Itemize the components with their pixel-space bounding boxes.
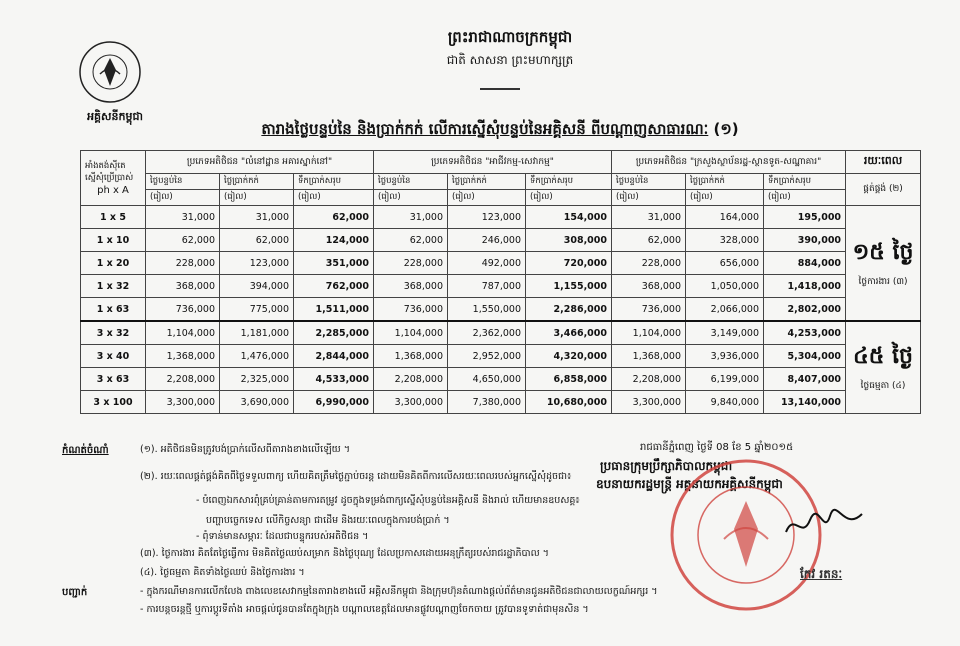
table-cell: 10,680,000 bbox=[526, 391, 612, 414]
remark-2: - ការបន្តចរន្តថ្មី ឬការប្ដូរទីតាំង អាចផ្ដល់ជូនបានតែក្នុងក្រុង បណ្ដាលខេត្តដែលមានផ្លូវបណ្ដាញចែកចាយ ត្រូវបានទូទាត់ជាមុនសិន ។ bbox=[140, 604, 589, 615]
table-cell: 228,000 bbox=[612, 252, 686, 275]
period-days-label: ថ្ងៃការងារ (៣) bbox=[858, 276, 908, 287]
note-2b: បញ្ហាបច្ចេកទេស លើកិច្ចសន្យា ជាដើម និងរយៈពេលក្នុងការបង់ប្រាក់ ។ bbox=[206, 515, 450, 526]
table-cell: 3,149,000 bbox=[686, 321, 764, 345]
sub-header-unit: (រៀល) bbox=[146, 190, 220, 206]
sub-header-unit: (រៀល) bbox=[220, 190, 294, 206]
fee-table-body bbox=[81, 206, 921, 414]
note-2a: - បំពេញឯកសារពុំគ្រប់គ្រាន់តាមការតម្រូវ ដូចក្នុងទម្រង់ពាក្យស្នើសុំបន្ទប់នៃអគ្គិសនី និងរាល់ ហើយមានឧបសគ្គ៖ bbox=[196, 495, 580, 506]
sub-header-unit: (រៀល) bbox=[612, 190, 686, 206]
table-row bbox=[81, 391, 921, 414]
table-cell: 62,000 bbox=[146, 229, 220, 252]
sub-header: ទឹកប្រាក់សរុប bbox=[764, 174, 846, 190]
sub-header-unit: (រៀល) bbox=[448, 190, 526, 206]
table-cell: 762,000 bbox=[294, 275, 374, 298]
table-cell: 2,844,000 bbox=[294, 345, 374, 368]
table-cell: 1,104,000 bbox=[146, 321, 220, 345]
col-ph-header-line1: អាំងតង់ស៊ីតេ bbox=[85, 160, 126, 171]
sub-header: ថ្លៃបន្ទប់នៃ bbox=[374, 174, 448, 190]
date-line: រាជធានីភ្នំពេញ ថ្ងៃទី 08 ខែ 5 ឆ្នាំ២០១៥ bbox=[640, 442, 794, 453]
table-row bbox=[81, 206, 921, 229]
fee-table bbox=[80, 150, 921, 414]
row-ph-value: 1 x 32 bbox=[81, 275, 146, 298]
period-working-days bbox=[846, 206, 921, 322]
table-cell: 4,320,000 bbox=[526, 345, 612, 368]
group-residential: ប្រភេទអតិថិជន "លំនៅដ្ឋាន អគារស្នាក់នៅ" bbox=[146, 151, 374, 174]
row-ph-value: 1 x 5 bbox=[81, 206, 146, 229]
table-cell: 2,325,000 bbox=[220, 368, 294, 391]
period-calendar-days bbox=[846, 321, 921, 414]
note-3: (៣). ថ្ងៃការងារ គិតតែថ្ងៃធ្វើការ មិនគិតថ្ងៃឈប់សម្រាក និងថ្ងៃបុណ្យ ដែលប្រកាសដោយអនុក្រឹត្យរបស់រាជរដ្ឋាភិបាល ។ bbox=[140, 548, 549, 559]
row-ph-value: 1 x 63 bbox=[81, 298, 146, 322]
sub-header: ទឹកប្រាក់សរុប bbox=[294, 174, 374, 190]
national-motto: ជាតិ សាសនា ព្រះមហាក្សត្រ bbox=[446, 53, 574, 67]
table-cell: 228,000 bbox=[374, 252, 448, 275]
table-cell: 2,286,000 bbox=[526, 298, 612, 322]
row-ph-value: 3 x 40 bbox=[81, 345, 146, 368]
table-cell: 3,690,000 bbox=[220, 391, 294, 414]
signature-icon bbox=[784, 502, 864, 542]
table-cell: 6,990,000 bbox=[294, 391, 374, 414]
col-ph-header bbox=[81, 151, 146, 206]
table-row bbox=[81, 345, 921, 368]
table-cell: 62,000 bbox=[374, 229, 448, 252]
table-cell: 2,066,000 bbox=[686, 298, 764, 322]
period-days-value: ៤៥ ថ្ងៃ bbox=[853, 344, 913, 369]
table-cell: 1,418,000 bbox=[764, 275, 846, 298]
table-cell: 31,000 bbox=[146, 206, 220, 229]
sub-header: ថ្លៃប្រាក់កក់ bbox=[220, 174, 294, 190]
table-cell: 123,000 bbox=[448, 206, 526, 229]
header-ornament bbox=[480, 88, 520, 90]
period-days-value: ១៥ ថ្ងៃ bbox=[852, 239, 914, 265]
table-cell: 368,000 bbox=[612, 275, 686, 298]
group-commercial: ប្រភេទអតិថិជន "អាជីវកម្ម-សេវាកម្ម" bbox=[374, 151, 612, 174]
row-ph-value: 1 x 10 bbox=[81, 229, 146, 252]
org-name: អគ្គិសនីកម្ពុជា bbox=[87, 110, 143, 123]
table-row bbox=[81, 229, 921, 252]
table-cell: 8,407,000 bbox=[764, 368, 846, 391]
table-cell: 3,300,000 bbox=[374, 391, 448, 414]
table-cell: 7,380,000 bbox=[448, 391, 526, 414]
table-cell: 1,368,000 bbox=[374, 345, 448, 368]
table-cell: 1,550,000 bbox=[448, 298, 526, 322]
document-title bbox=[180, 120, 820, 142]
table-cell: 1,368,000 bbox=[612, 345, 686, 368]
table-cell: 884,000 bbox=[764, 252, 846, 275]
table-row bbox=[81, 368, 921, 391]
table-cell: 5,304,000 bbox=[764, 345, 846, 368]
notes-label: កំណត់ចំណាំ bbox=[62, 445, 109, 456]
col-ph-header-line2: ស្នើសុំប្រើប្រាស់ bbox=[85, 172, 134, 183]
table-cell: 4,650,000 bbox=[448, 368, 526, 391]
signatory-name: កែវ រតនៈ bbox=[800, 567, 843, 581]
table-cell: 308,000 bbox=[526, 229, 612, 252]
table-cell: 1,104,000 bbox=[612, 321, 686, 345]
table-cell: 492,000 bbox=[448, 252, 526, 275]
period-header: រយៈពេល bbox=[846, 151, 921, 174]
row-ph-value: 3 x 32 bbox=[81, 321, 146, 345]
table-row bbox=[81, 321, 921, 345]
table-cell: 31,000 bbox=[374, 206, 448, 229]
table-cell: 228,000 bbox=[146, 252, 220, 275]
note-1: (១). អតិថិជនមិនត្រូវបង់ប្រាក់លើសពីតារាងខាងលើឡើយ ។ bbox=[140, 444, 350, 455]
table-cell: 390,000 bbox=[764, 229, 846, 252]
table-cell: 1,476,000 bbox=[220, 345, 294, 368]
table-cell: 775,000 bbox=[220, 298, 294, 322]
signatory-title-2: ឧបនាយករដ្ឋមន្ត្រី អគ្គនាយកអគ្គិសនីកម្ពុជា bbox=[596, 477, 783, 491]
table-cell: 2,952,000 bbox=[448, 345, 526, 368]
table-cell: 246,000 bbox=[448, 229, 526, 252]
table-cell: 736,000 bbox=[612, 298, 686, 322]
table-cell: 1,368,000 bbox=[146, 345, 220, 368]
table-cell: 351,000 bbox=[294, 252, 374, 275]
table-cell: 736,000 bbox=[146, 298, 220, 322]
table-cell: 31,000 bbox=[220, 206, 294, 229]
table-cell: 787,000 bbox=[448, 275, 526, 298]
remark-1: - ក្នុងករណីមានការលើកលែង ពាងលេខសេវាកម្មនៃតារាងខាងលើ អគ្គិសនីកម្ពុជា និងក្រុមហ៊ុនតំណាងផ្ដល់ព័ត៌មានជូនអតិថិជនជាលាយលក្ខណ៍អក្សរ ។ bbox=[140, 586, 658, 597]
sub-header: ថ្លៃបន្ទប់នៃ bbox=[146, 174, 220, 190]
table-cell: 2,208,000 bbox=[374, 368, 448, 391]
table-cell: 394,000 bbox=[220, 275, 294, 298]
table-cell: 2,208,000 bbox=[612, 368, 686, 391]
edc-logo-icon bbox=[78, 40, 142, 104]
row-ph-value: 3 x 100 bbox=[81, 391, 146, 414]
table-cell: 62,000 bbox=[612, 229, 686, 252]
table-cell: 195,000 bbox=[764, 206, 846, 229]
table-cell: 154,000 bbox=[526, 206, 612, 229]
note-2: (២). រយៈពេលផ្គត់ផ្គង់គិតពីថ្ងៃទទួលពាក្យ ហើយគិតត្រឹមថ្ងៃភ្ជាប់ចរន្ត ដោយមិនគិតពីការលើសរយៈពេលរបស់អ្នកស្នើសុំដូចជា៖ bbox=[140, 471, 572, 482]
sub-header-unit: (រៀល) bbox=[764, 190, 846, 206]
table-cell: 3,300,000 bbox=[612, 391, 686, 414]
table-cell: 1,181,000 bbox=[220, 321, 294, 345]
table-cell: 1,155,000 bbox=[526, 275, 612, 298]
period-subheader: ផ្គត់ផ្គង់ (២) bbox=[846, 174, 921, 206]
table-cell: 164,000 bbox=[686, 206, 764, 229]
group-institution: ប្រភេទអតិថិជន "ក្រសួងស្ថាប័នរដ្ឋ-ស្ថានទូត-សណ្ឋាគារ" bbox=[612, 151, 846, 174]
note-2c: - ពុំទាន់មានសម្ភារៈ ដែលជាបន្ទុករបស់អតិថិជន ។ bbox=[196, 531, 369, 542]
note-4: (៤). ថ្ងៃធម្មតា គិតទាំងថ្ងៃឈប់ និងថ្ងៃការងារ ។ bbox=[140, 567, 305, 578]
document-title-text: តារាងថ្លៃបន្ទប់នៃ និងប្រាក់កក់ លើការស្នើសុំបន្ទប់នៃអគ្គិសនី ពីបណ្ដាញសាធារណៈ bbox=[261, 120, 709, 138]
table-cell: 31,000 bbox=[612, 206, 686, 229]
row-ph-value: 1 x 20 bbox=[81, 252, 146, 275]
table-cell: 6,199,000 bbox=[686, 368, 764, 391]
col-ph-header-line3: ph x A bbox=[97, 184, 129, 196]
sub-header: ថ្លៃបន្ទប់នៃ bbox=[612, 174, 686, 190]
table-cell: 2,208,000 bbox=[146, 368, 220, 391]
table-cell: 1,104,000 bbox=[374, 321, 448, 345]
table-row bbox=[81, 275, 921, 298]
document-title-note: (១) bbox=[713, 120, 739, 138]
table-cell: 1,050,000 bbox=[686, 275, 764, 298]
table-row bbox=[81, 252, 921, 275]
period-days-label: ថ្ងៃធម្មតា (៤) bbox=[860, 381, 906, 391]
table-cell: 4,533,000 bbox=[294, 368, 374, 391]
sub-header-unit: (រៀល) bbox=[526, 190, 612, 206]
sub-header-unit: (រៀល) bbox=[686, 190, 764, 206]
table-cell: 656,000 bbox=[686, 252, 764, 275]
table-cell: 3,466,000 bbox=[526, 321, 612, 345]
signatory-title-1: ប្រធានក្រុមប្រឹក្សាភិបាលកម្ពុជា bbox=[600, 459, 733, 473]
table-cell: 736,000 bbox=[374, 298, 448, 322]
table-cell: 124,000 bbox=[294, 229, 374, 252]
table-cell: 6,858,000 bbox=[526, 368, 612, 391]
table-cell: 62,000 bbox=[294, 206, 374, 229]
sub-header: ទឹកប្រាក់សរុប bbox=[526, 174, 612, 190]
table-cell: 368,000 bbox=[146, 275, 220, 298]
table-cell: 3,300,000 bbox=[146, 391, 220, 414]
table-cell: 4,253,000 bbox=[764, 321, 846, 345]
table-row bbox=[81, 298, 921, 322]
sub-header: ថ្លៃប្រាក់កក់ bbox=[448, 174, 526, 190]
table-cell: 2,362,000 bbox=[448, 321, 526, 345]
kingdom-heading: ព្រះរាជាណាចក្រកម្ពុជា bbox=[447, 28, 573, 46]
table-cell: 1,511,000 bbox=[294, 298, 374, 322]
remark-label: បញ្ជាក់ bbox=[62, 587, 88, 598]
table-cell: 2,285,000 bbox=[294, 321, 374, 345]
sub-header-unit: (រៀល) bbox=[294, 190, 374, 206]
table-cell: 9,840,000 bbox=[686, 391, 764, 414]
table-cell: 62,000 bbox=[220, 229, 294, 252]
table-cell: 2,802,000 bbox=[764, 298, 846, 322]
row-ph-value: 3 x 63 bbox=[81, 368, 146, 391]
table-cell: 720,000 bbox=[526, 252, 612, 275]
sub-header: ថ្លៃប្រាក់កក់ bbox=[686, 174, 764, 190]
table-cell: 13,140,000 bbox=[764, 391, 846, 414]
table-cell: 123,000 bbox=[220, 252, 294, 275]
table-cell: 368,000 bbox=[374, 275, 448, 298]
table-cell: 328,000 bbox=[686, 229, 764, 252]
table-cell: 3,936,000 bbox=[686, 345, 764, 368]
sub-header-unit: (រៀល) bbox=[374, 190, 448, 206]
